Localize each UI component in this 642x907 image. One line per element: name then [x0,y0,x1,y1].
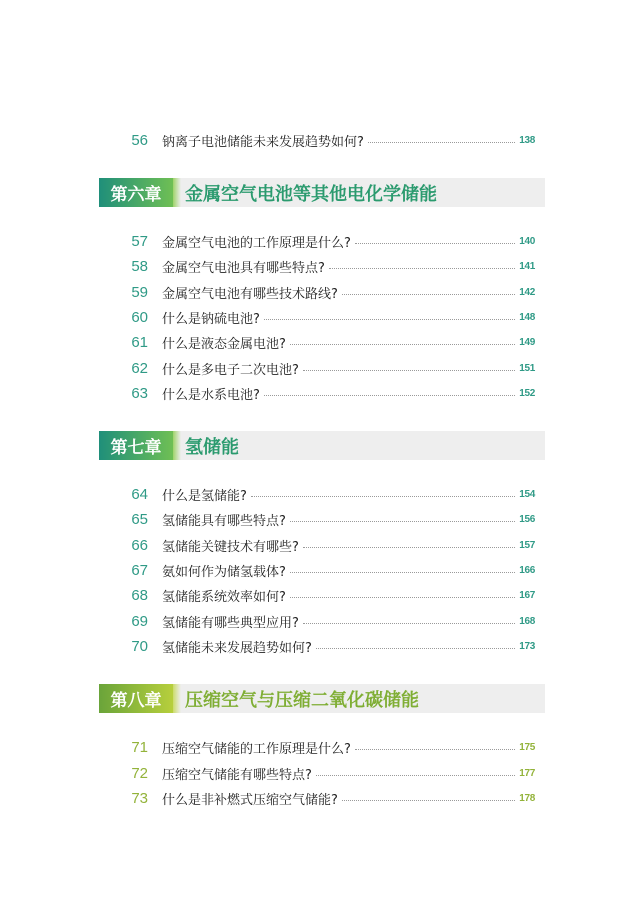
entry-number: 67 [131,561,148,579]
toc-entry[interactable] [124,130,535,150]
entry-number: 61 [131,333,148,351]
toc-entry[interactable] [124,358,535,378]
dot-leader [303,623,515,624]
entry-page-number: 166 [519,564,535,576]
entry-page-number: 152 [519,387,535,399]
entry-number: 58 [131,257,148,275]
entry-page-number: 156 [519,513,535,525]
entry-title: 什么是钠硫电池? [162,311,260,327]
toc-entry[interactable] [124,282,535,302]
dot-leader [251,496,515,497]
chapter-header [99,178,545,207]
entry-page-number: 175 [519,741,535,753]
entry-page-number: 142 [519,286,535,298]
toc-entry[interactable] [124,763,535,783]
entry-number: 57 [131,232,148,250]
dot-leader [316,648,515,649]
chapter-header [99,431,545,460]
toc-entry[interactable] [124,535,535,555]
dot-leader [355,243,515,244]
entry-page-number: 140 [519,235,535,247]
entry-title: 什么是非补燃式压缩空气储能? [162,792,338,808]
entry-title: 压缩空气储能有哪些特点? [162,767,312,783]
dot-leader [290,521,515,522]
chapter-label: 第七章 [99,431,173,460]
entry-number: 65 [131,510,148,528]
chapter-title: 压缩空气与压缩二氧化碳储能 [185,689,419,711]
dot-leader [303,370,515,371]
entry-title: 什么是液态金属电池? [162,336,286,352]
chapter-header [99,684,545,713]
entry-page-number: 149 [519,336,535,348]
toc-entry[interactable] [124,484,535,504]
entry-page-number: 167 [519,589,535,601]
entry-number: 70 [131,637,148,655]
entry-number: 73 [131,789,148,807]
entry-page-number: 173 [519,640,535,652]
dot-leader [264,395,515,396]
entry-title: 金属空气电池有哪些技术路线? [162,286,338,302]
dot-leader [329,268,515,269]
entry-number: 63 [131,384,148,402]
entry-page-number: 151 [519,362,535,374]
entry-title: 金属空气电池的工作原理是什么? [162,235,351,251]
entry-title: 什么是水系电池? [162,387,260,403]
entry-title: 氢储能关键技术有哪些? [162,539,299,555]
entry-title: 氢储能具有哪些特点? [162,513,286,529]
entry-page-number: 141 [519,260,535,272]
entry-page-number: 157 [519,539,535,551]
dot-leader [290,572,515,573]
entry-number: 56 [131,131,148,149]
toc-entry[interactable] [124,737,535,757]
dot-leader [342,800,515,801]
toc-entry[interactable] [124,256,535,276]
chapter-label: 第八章 [99,684,173,713]
toc-entry[interactable] [124,307,535,327]
entry-page-number: 177 [519,767,535,779]
chapter-label: 第六章 [99,178,173,207]
entry-page-number: 178 [519,792,535,804]
entry-number: 72 [131,764,148,782]
entry-page-number: 154 [519,488,535,500]
toc-entry[interactable] [124,636,535,656]
entry-title: 钠离子电池储能未来发展趋势如何? [162,134,364,150]
dot-leader [303,547,515,548]
entry-number: 69 [131,612,148,630]
entry-page-number: 138 [519,134,535,146]
entry-title: 压缩空气储能的工作原理是什么? [162,741,351,757]
toc-entry[interactable] [124,509,535,529]
entry-title: 什么是多电子二次电池? [162,362,299,378]
entry-page-number: 148 [519,311,535,323]
dot-leader [368,142,515,143]
dot-leader [290,597,515,598]
entry-number: 64 [131,485,148,503]
toc-entry[interactable] [124,383,535,403]
entry-number: 60 [131,308,148,326]
toc-entry[interactable] [124,332,535,352]
dot-leader [316,775,515,776]
entry-number: 59 [131,283,148,301]
entry-title: 金属空气电池具有哪些特点? [162,260,325,276]
toc-entry[interactable] [124,585,535,605]
entry-number: 68 [131,586,148,604]
dot-leader [290,344,515,345]
dot-leader [355,749,515,750]
entry-title: 氢储能系统效率如何? [162,589,286,605]
toc-entry[interactable] [124,611,535,631]
entry-page-number: 168 [519,615,535,627]
entry-number: 66 [131,536,148,554]
entry-title: 氢储能未来发展趋势如何? [162,640,312,656]
entry-title: 氢储能有哪些典型应用? [162,615,299,631]
entry-number: 62 [131,359,148,377]
dot-leader [342,294,515,295]
toc-entry[interactable] [124,560,535,580]
toc-entry[interactable] [124,231,535,251]
chapter-title: 金属空气电池等其他电化学储能 [185,183,437,205]
dot-leader [264,319,515,320]
entry-number: 71 [131,738,148,756]
entry-title: 什么是氢储能? [162,488,247,504]
chapter-title: 氢储能 [185,436,239,458]
toc-entry[interactable] [124,788,535,808]
entry-title: 氨如何作为储氢载体? [162,564,286,580]
